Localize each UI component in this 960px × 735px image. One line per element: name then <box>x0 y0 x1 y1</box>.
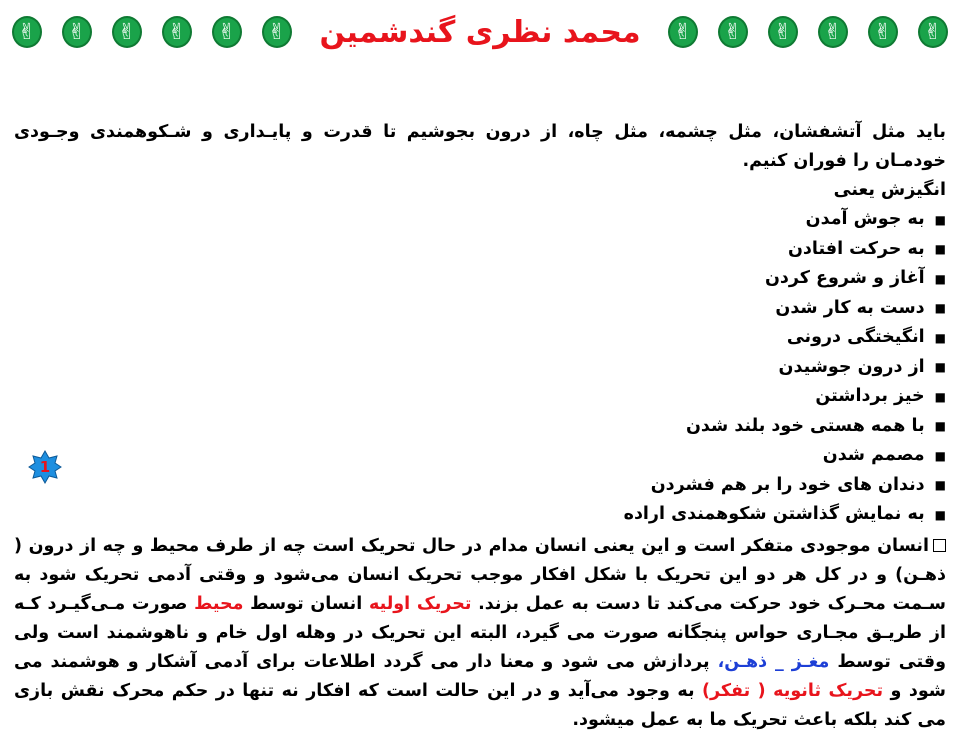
header-bar <box>12 8 948 56</box>
victory-hand-icon: ✌ <box>768 16 798 48</box>
victory-hand-icon: ✌ <box>818 16 848 48</box>
list-item <box>14 353 946 383</box>
square-bullet-icon: ■ <box>934 301 946 316</box>
paragraph-text: به وجود می‌آید و در این حالت است که افکار نه تنها در حکم محرک نقش بازی می کند بلکه باعث تحریک ما به عمل میشود. <box>14 680 946 730</box>
list-item-text: از درون جوشیدن <box>778 356 925 377</box>
paragraph-text: پردازش می شود و معنا دار می گردد اطلاعات برای آدمی آشکار و هوشمند می شود و <box>14 651 946 701</box>
paragraph-text: صورت مـی‌گیـرد کـه از طریـق مجـاری حواس پنجگانه صورت می گیرد، البته این تحریک در وهله اول خام و ناهوشمند است ولی وقتی توسط <box>14 593 946 672</box>
list-item <box>14 235 946 265</box>
square-bullet-icon: ■ <box>934 478 946 493</box>
highlight-secondary-stimulus: تحریک ثانویه ( تفکر) <box>702 680 884 701</box>
list-item <box>14 471 946 501</box>
highlight-environment: محیط <box>194 593 244 614</box>
list-item-text: دندان های خود را بر هم فشردن <box>650 474 925 495</box>
victory-hand-icon: ✌ <box>12 16 42 48</box>
square-bullet-icon: ■ <box>934 419 946 434</box>
square-bullet-icon: ■ <box>934 271 946 286</box>
square-bullet-icon: ■ <box>934 507 946 522</box>
victory-hand-icon: ✌ <box>918 16 948 48</box>
paragraph-text: انسان موجودی متفکر است و این یعنی انسان مدام در حال تحریک است چه از طرف محیط و چه از درون ( ذهـن) و در کل هر دو این تحریک با شکل افکار موجب تحریک انسان می‌شود و وقتی آدمی تحریک شود به سـمت محـرک خود حرکت می‌کند تا دست به عمل بزند. <box>14 535 946 614</box>
square-bullet-icon: ■ <box>934 389 946 404</box>
square-bullet-icon: ■ <box>934 448 946 463</box>
left-icon-group <box>12 16 292 48</box>
main-content <box>14 118 946 735</box>
list-item-text: مصمم شدن <box>822 445 925 466</box>
list-item-text: با همه هستی خود بلند شدن <box>685 415 925 436</box>
list-item-text: به نمایش گذاشتن شکوهمندی اراده <box>623 504 925 525</box>
list-item-text: انگیختگی درونی <box>786 327 925 348</box>
square-bullet-icon: ■ <box>934 330 946 345</box>
highlight-primary-stimulus: تحریک اولیه <box>368 593 472 614</box>
highlight-brain-mind: مغـز _ ذهـن، <box>717 651 830 672</box>
list-item-text: به جوش آمدن <box>805 209 925 230</box>
list-item <box>14 323 946 353</box>
square-bullet-icon: ■ <box>934 242 946 257</box>
list-item-text: دست به کار شدن <box>775 297 925 318</box>
body-paragraph <box>14 532 946 735</box>
victory-hand-icon: ✌ <box>868 16 898 48</box>
victory-hand-icon: ✌ <box>262 16 292 48</box>
checkbox-bullet-icon <box>933 539 946 552</box>
list-item <box>14 382 946 412</box>
list-item <box>14 500 946 530</box>
page-title: محمد نظری گندشمین <box>319 14 641 50</box>
square-bullet-icon: ■ <box>934 212 946 227</box>
list-item <box>14 264 946 294</box>
victory-hand-icon: ✌ <box>62 16 92 48</box>
intro-text: باید مثل آتشفشان، مثل چشمه، مثل چاه، از درون بجوشیم تا قدرت و پایـداری و شـکوهمندی وجـودی خودمـان را فوران کنیم. <box>14 122 946 171</box>
list-item <box>14 412 946 442</box>
page-number: 1 <box>39 458 51 476</box>
right-icon-group <box>668 16 948 48</box>
list-heading: انگیزش یعنی <box>833 180 946 200</box>
square-bullet-icon: ■ <box>934 360 946 375</box>
paragraph-text: انسان توسط <box>250 593 363 614</box>
victory-hand-icon: ✌ <box>162 16 192 48</box>
victory-hand-icon: ✌ <box>718 16 748 48</box>
definition-list <box>14 205 946 530</box>
victory-hand-icon: ✌ <box>668 16 698 48</box>
list-item <box>14 294 946 324</box>
list-item-text: آغاز و شروع کردن <box>764 268 925 289</box>
victory-hand-icon: ✌ <box>112 16 142 48</box>
list-item-text: خیز برداشتن <box>815 386 925 407</box>
list-item-text: به حرکت افتادن <box>787 238 925 259</box>
page-number-badge <box>28 450 62 484</box>
list-item <box>14 205 946 235</box>
list-item <box>14 441 946 471</box>
victory-hand-icon: ✌ <box>212 16 242 48</box>
